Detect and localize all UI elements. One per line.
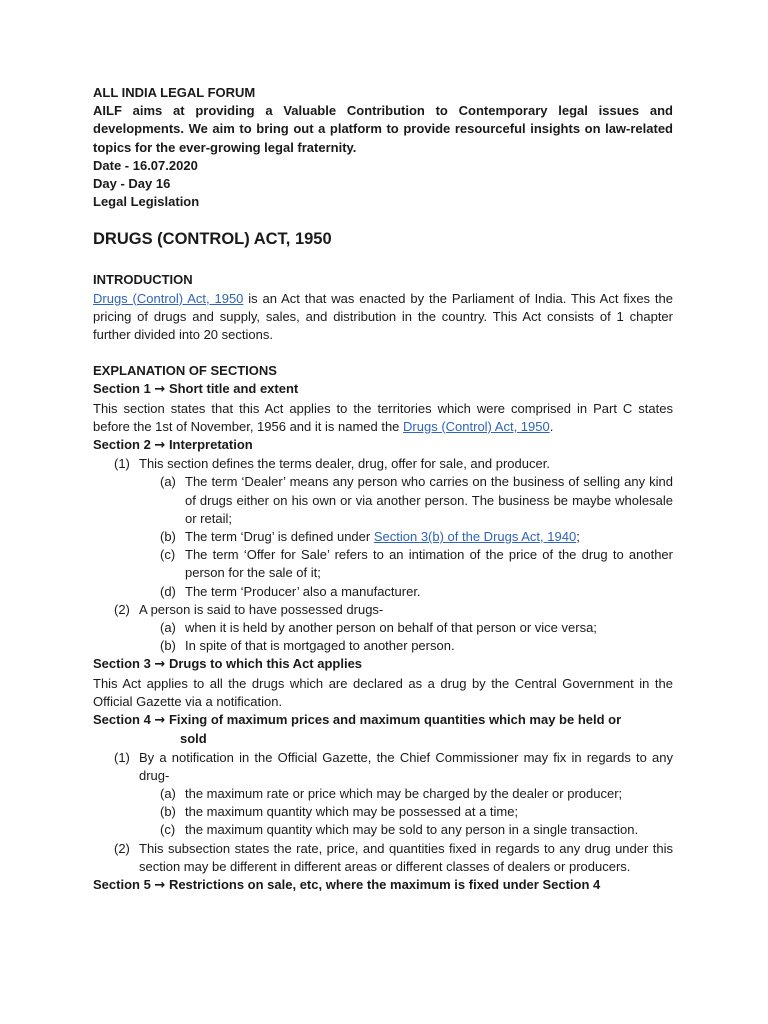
date-line: Date - 16.07.2020 xyxy=(93,157,198,173)
list-marker: (b) xyxy=(160,638,176,654)
section-1-heading xyxy=(93,380,673,399)
section-2-label: Section 2 xyxy=(93,437,151,453)
section-1-title: Short title and extent xyxy=(165,381,299,397)
list-item-text: This section defines the terms dealer, drug, offer for sale, and producer. xyxy=(139,456,550,472)
arrow-icon: → xyxy=(154,713,166,729)
section-1-text-end: . xyxy=(549,418,554,434)
list-marker: (1) xyxy=(114,456,130,472)
drugs-act-1940-link[interactable]: Section 3(b) of the Drugs Act, 1940 xyxy=(373,529,577,545)
list-item xyxy=(93,821,673,839)
list-item xyxy=(93,803,673,821)
section-5-heading xyxy=(93,876,673,895)
section-1-label: Section 1 xyxy=(93,381,151,397)
section-3-title: Drugs to which this Act applies xyxy=(165,656,363,672)
list-item xyxy=(93,785,673,803)
list-marker: (c) xyxy=(160,547,176,563)
list-item xyxy=(93,546,673,582)
arrow-icon: → xyxy=(154,657,166,673)
list-item-text: A person is said to have possessed drugs- xyxy=(139,601,384,617)
section-1-text: This section states that this Act applies to the territories which were comprised in Part C states before the 1st of November, 1956 and it is named the xyxy=(93,400,673,434)
list-marker: (c) xyxy=(160,822,176,838)
list-item-text: By a notification in the Official Gazette, the Chief Commissioner may fix in regards to any drug- xyxy=(139,749,673,783)
document-title: DRUGS (CONTROL) ACT, 1950 xyxy=(93,230,332,249)
document-content xyxy=(93,84,673,895)
list-marker: (a) xyxy=(160,474,176,490)
act-link-section-1[interactable]: Drugs (Control) Act, 1950 xyxy=(403,418,550,434)
list-item-text: The term ‘Offer for Sale’ refers to an intimation of the price of the drug to another person for the sale of it; xyxy=(185,547,673,581)
list-item-text: This subsection states the rate, price, and quantities fixed in regards to any drug under this section may be different in different areas or different classes of dealers or producers. xyxy=(139,840,673,874)
section-4-list xyxy=(93,749,673,876)
list-item xyxy=(93,473,673,528)
list-item xyxy=(93,528,673,546)
section-1-paragraph xyxy=(93,400,673,436)
introduction-heading: INTRODUCTION xyxy=(93,272,193,288)
list-item xyxy=(93,840,673,876)
section-4-title: Fixing of maximum prices and maximum quantities which may be held or xyxy=(165,712,622,728)
list-marker: (d) xyxy=(160,583,176,599)
list-item-text: the maximum rate or price which may be charged by the dealer or producer; xyxy=(185,785,623,801)
org-name: ALL INDIA LEGAL FORUM xyxy=(93,85,256,100)
list-item-text-end: ; xyxy=(576,529,580,545)
list-item xyxy=(93,637,673,655)
list-marker: (a) xyxy=(160,785,176,801)
list-item-text: The term ‘Drug’ is defined under xyxy=(185,529,374,545)
section-4-label: Section 4 xyxy=(93,712,151,728)
section-2-list xyxy=(93,455,673,655)
arrow-icon: → xyxy=(154,382,166,398)
org-mission: AILF aims at providing a Valuable Contribution to Contemporary legal issues and developments. We aim to bring out a platform to provide resourceful insights on law-related topics for the ever-growing legal fraternity. xyxy=(93,103,673,155)
list-item xyxy=(93,455,673,473)
section-2-title: Interpretation xyxy=(165,437,253,453)
introduction-paragraph xyxy=(93,290,673,345)
list-item-text: The term ‘Producer’ also a manufacturer. xyxy=(185,583,421,599)
day-line: Day - Day 16 xyxy=(93,176,171,192)
list-item-text: the maximum quantity which may be possessed at a time; xyxy=(185,804,519,820)
section-3-label: Section 3 xyxy=(93,656,151,672)
arrow-icon: → xyxy=(154,438,166,454)
list-item-text: when it is held by another person on behalf of that person or vice versa; xyxy=(185,620,597,636)
list-item xyxy=(93,749,673,785)
section-3-heading xyxy=(93,655,673,674)
list-item-text: the maximum quantity which may be sold to any person in a single transaction. xyxy=(185,822,639,838)
list-marker: (1) xyxy=(114,749,130,765)
list-item xyxy=(93,619,673,637)
list-marker: (b) xyxy=(160,529,176,545)
explanation-heading: EXPLANATION OF SECTIONS xyxy=(93,363,277,379)
section-4-heading xyxy=(93,711,673,730)
list-item-text: In spite of that is mortgaged to another person. xyxy=(185,638,455,654)
section-5-label: Section 5 xyxy=(93,876,151,892)
list-item xyxy=(93,583,673,601)
introduction-text: is an Act that was enacted by the Parliament of India. This Act fixes the pricing of drugs and supply, sales, and distribution in the country. This Act consists of 1 chapter further divided into 20 sections. xyxy=(93,290,673,343)
list-item-text: The term ‘Dealer’ means any person who carries on the business of selling any kind of drugs either on his own or via another person. The business be maybe wholesale or retail; xyxy=(185,474,673,526)
act-link-intro[interactable]: Drugs (Control) Act, 1950 xyxy=(93,290,244,306)
category-line: Legal Legislation xyxy=(93,194,200,210)
section-4-title-continued: sold xyxy=(180,731,207,747)
section-3-paragraph: This Act applies to all the drugs which are declared as a drug by the Central Government in the Official Gazette via a notification. xyxy=(93,675,673,709)
section-5-title: Restrictions on sale, etc, where the maximum is fixed under Section 4 xyxy=(165,876,601,892)
arrow-icon: → xyxy=(154,877,166,893)
list-marker: (b) xyxy=(160,804,176,820)
list-marker: (2) xyxy=(114,840,130,856)
list-marker: (2) xyxy=(114,601,130,617)
section-2-heading xyxy=(93,436,673,455)
list-marker: (a) xyxy=(160,620,176,636)
list-item xyxy=(93,601,673,619)
